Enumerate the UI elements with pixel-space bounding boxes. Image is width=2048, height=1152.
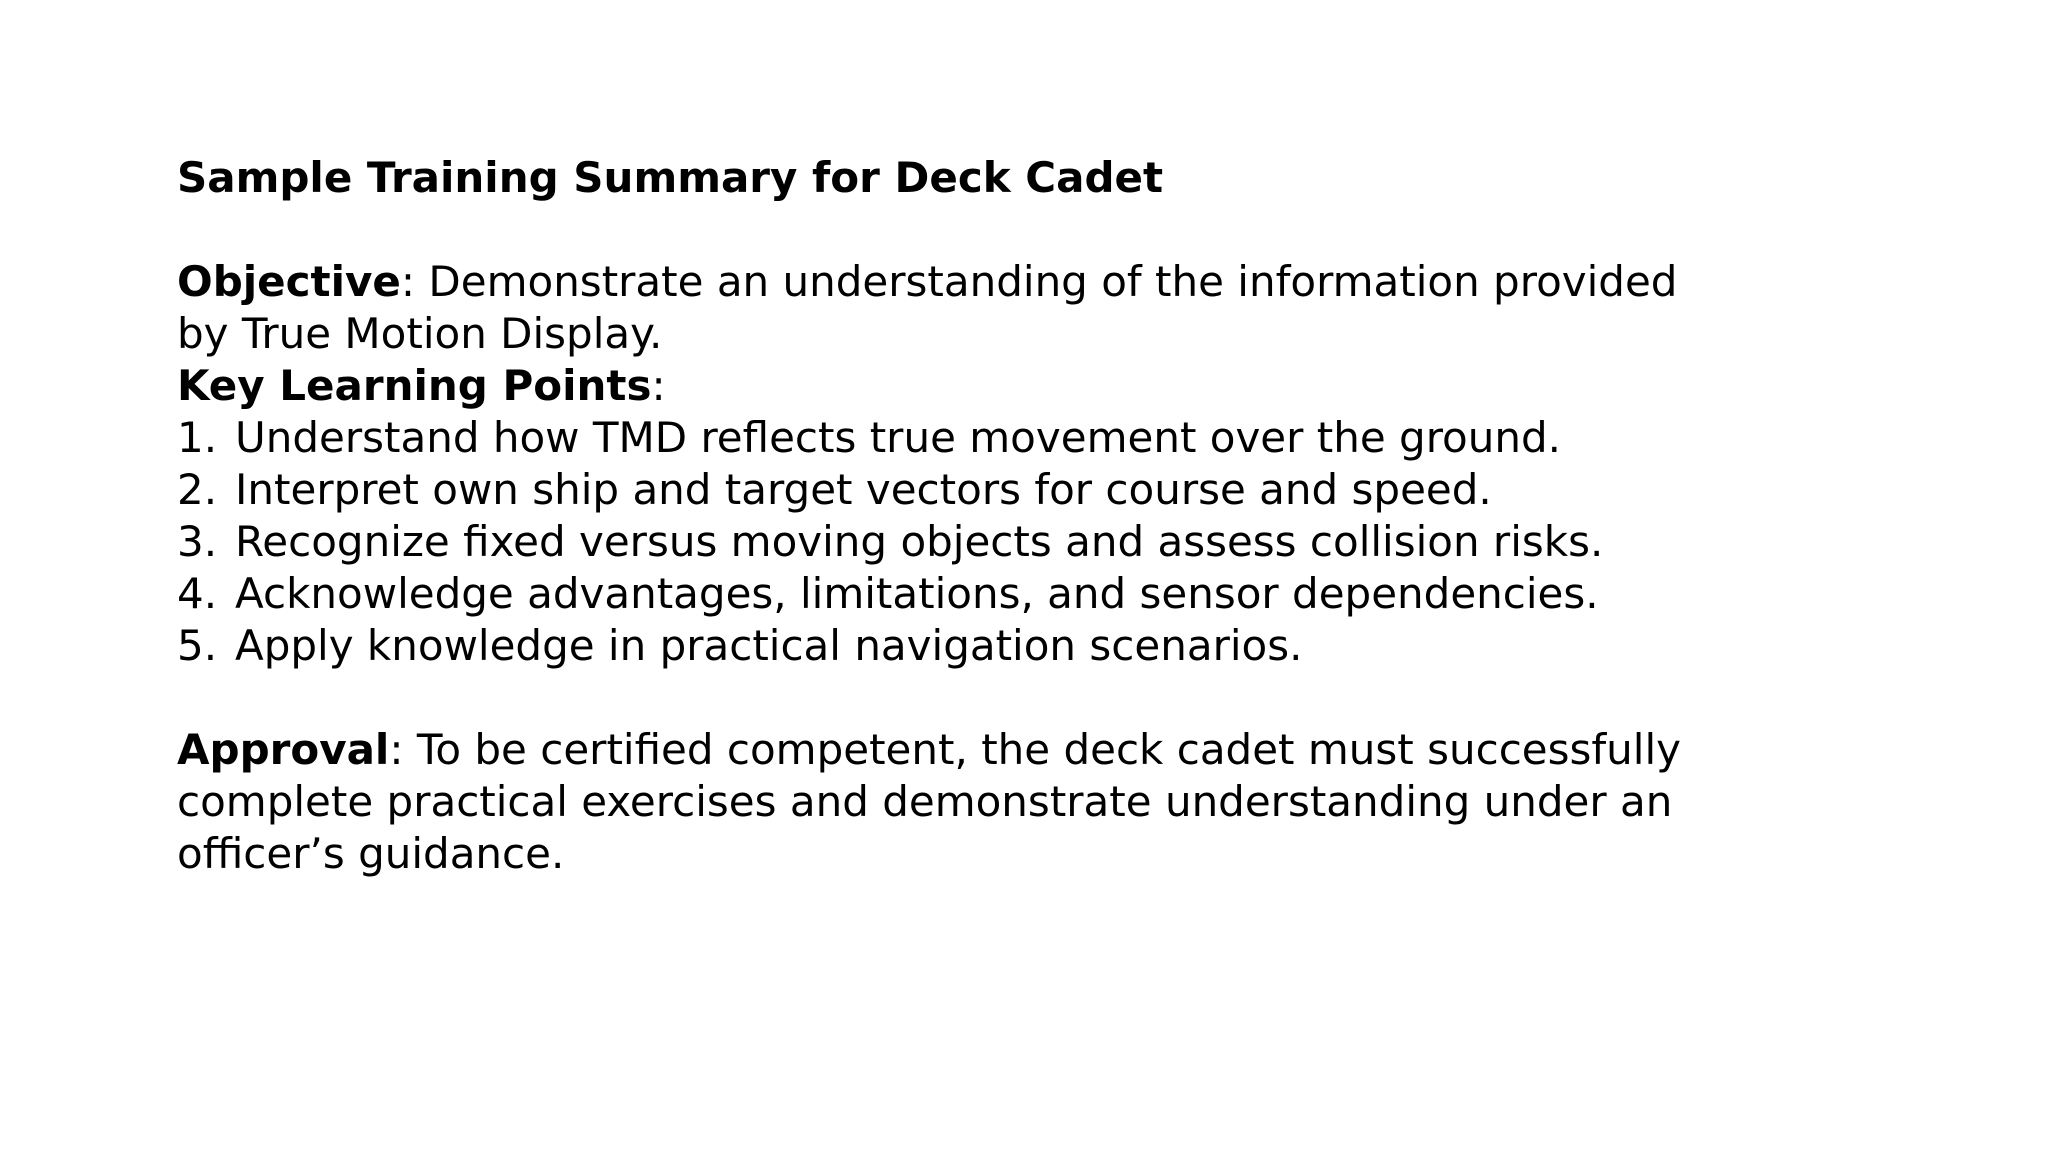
objective-label: Objective <box>177 257 401 306</box>
approval-separator: : <box>389 725 404 774</box>
objective-separator: : <box>400 257 416 306</box>
key-points-heading <box>177 360 1737 412</box>
list-item-number: 3. <box>177 517 218 566</box>
blank-line <box>177 672 1737 724</box>
list-item-text: Recognize fixed versus moving objects and assess collision risks. <box>235 517 1604 566</box>
list-item-text: Acknowledge advantages, limitations, and sensor dependencies. <box>235 569 1599 618</box>
list-item <box>177 516 1737 568</box>
list-item <box>177 464 1737 516</box>
document-title: Sample Training Summary for Deck Cadet <box>177 153 1164 202</box>
objective-text: Demonstrate an understanding of the information provided by True Motion Display. <box>177 257 1678 358</box>
list-item-number: 1. <box>177 413 218 462</box>
list-item-number: 4. <box>177 569 218 618</box>
key-points-list <box>177 412 1737 672</box>
approval-text: To be certified competent, the deck cadet must successfully complete practical exercises and demonstrate understanding under an officer’s guidance. <box>177 725 1681 878</box>
approval-paragraph <box>177 724 1737 880</box>
objective-paragraph <box>177 256 1737 360</box>
key-points-label: Key Learning Points <box>177 361 652 410</box>
list-item-number: 5. <box>177 621 218 670</box>
key-points-separator: : <box>651 361 666 410</box>
list-item-number: 2. <box>177 465 218 514</box>
list-item-text: Interpret own ship and target vectors for course and speed. <box>235 465 1492 514</box>
approval-label: Approval <box>177 725 390 774</box>
document-body <box>177 152 1737 880</box>
list-item <box>177 568 1737 620</box>
list-item-text: Understand how TMD reflects true movement over the ground. <box>235 413 1561 462</box>
list-item <box>177 412 1737 464</box>
blank-line <box>177 204 1737 256</box>
list-item-text: Apply knowledge in practical navigation scenarios. <box>235 621 1303 670</box>
list-item <box>177 620 1737 672</box>
